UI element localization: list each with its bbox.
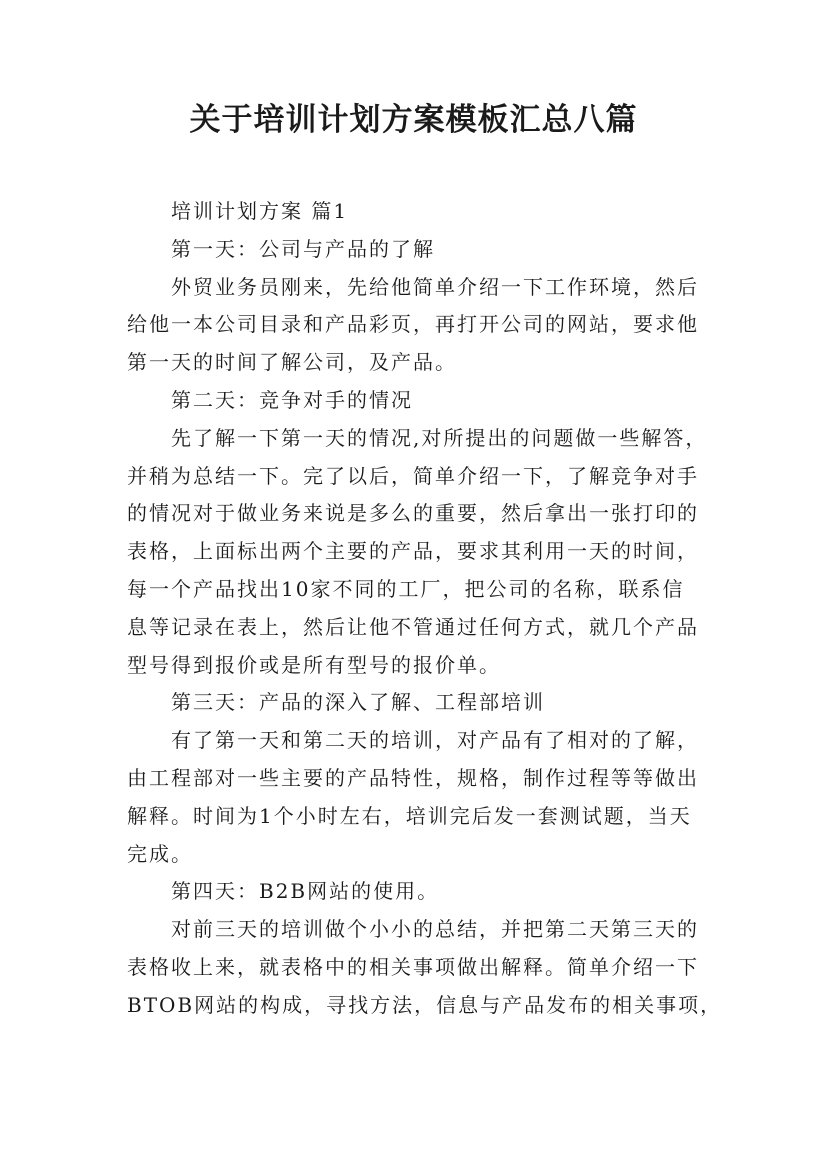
paragraph-line: 并稍为总结一下。完了以后，简单介绍一下，了解竞争对手 xyxy=(127,463,699,488)
document-title: 关于培训计划方案模板汇总八篇 xyxy=(189,102,638,138)
paragraph-line: 表格，上面标出两个主要的产品，要求其利用一天的时间， xyxy=(127,539,699,564)
day-heading: 第三天：产品的深入了解、工程部培训 xyxy=(171,690,545,715)
paragraph-line: BTOB网站的构成，寻找方法，信息与产品发布的相关事项， xyxy=(127,992,723,1017)
paragraph-line: 型号得到报价或是所有型号的报价单。 xyxy=(127,652,501,677)
paragraph-line: 对前三天的培训做个小小的总结，并把第二天第三天的 xyxy=(171,917,699,942)
paragraph-line: 由工程部对一些主要的产品特性，规格，制作过程等等做出 xyxy=(127,765,699,790)
section-heading: 培训计划方案 篇1 xyxy=(171,199,349,223)
paragraph-line: 第一天的时间了解公司，及产品。 xyxy=(127,350,457,375)
paragraph-line: 解释。时间为1个小时左右，培训完后发一套测试题，当天 xyxy=(127,803,692,828)
paragraph-line: 的情况对于做业务来说是多么的重要，然后拿出一张打印的 xyxy=(127,501,699,526)
paragraph-line: 外贸业务员刚来，先给他简单介绍一下工作环境，然后 xyxy=(171,274,699,299)
paragraph-line: 给他一本公司目录和产品彩页，再打开公司的网站，要求他 xyxy=(127,312,699,337)
paragraph-line: 息等记录在表上，然后让他不管通过任何方式，就几个产品 xyxy=(127,614,699,639)
day-heading: 第二天：竞争对手的情况 xyxy=(171,387,413,412)
day-heading: 第一天：公司与产品的了解 xyxy=(171,236,435,261)
paragraph-line: 完成。 xyxy=(127,841,193,866)
paragraph-line: 有了第一天和第二天的培训，对产品有了相对的了解， xyxy=(171,728,699,753)
day-heading: 第四天：B2B网站的使用。 xyxy=(171,879,440,904)
paragraph-line: 每一个产品找出10家不同的工厂，把公司的名称，联系信 xyxy=(127,576,685,601)
paragraph-line: 先了解一下第一天的情况,对所提出的问题做一些解答， xyxy=(171,425,708,450)
document-body xyxy=(127,193,723,1025)
paragraph-line: 表格收上来，就表格中的相关事项做出解释。简单介绍一下 xyxy=(127,954,699,979)
